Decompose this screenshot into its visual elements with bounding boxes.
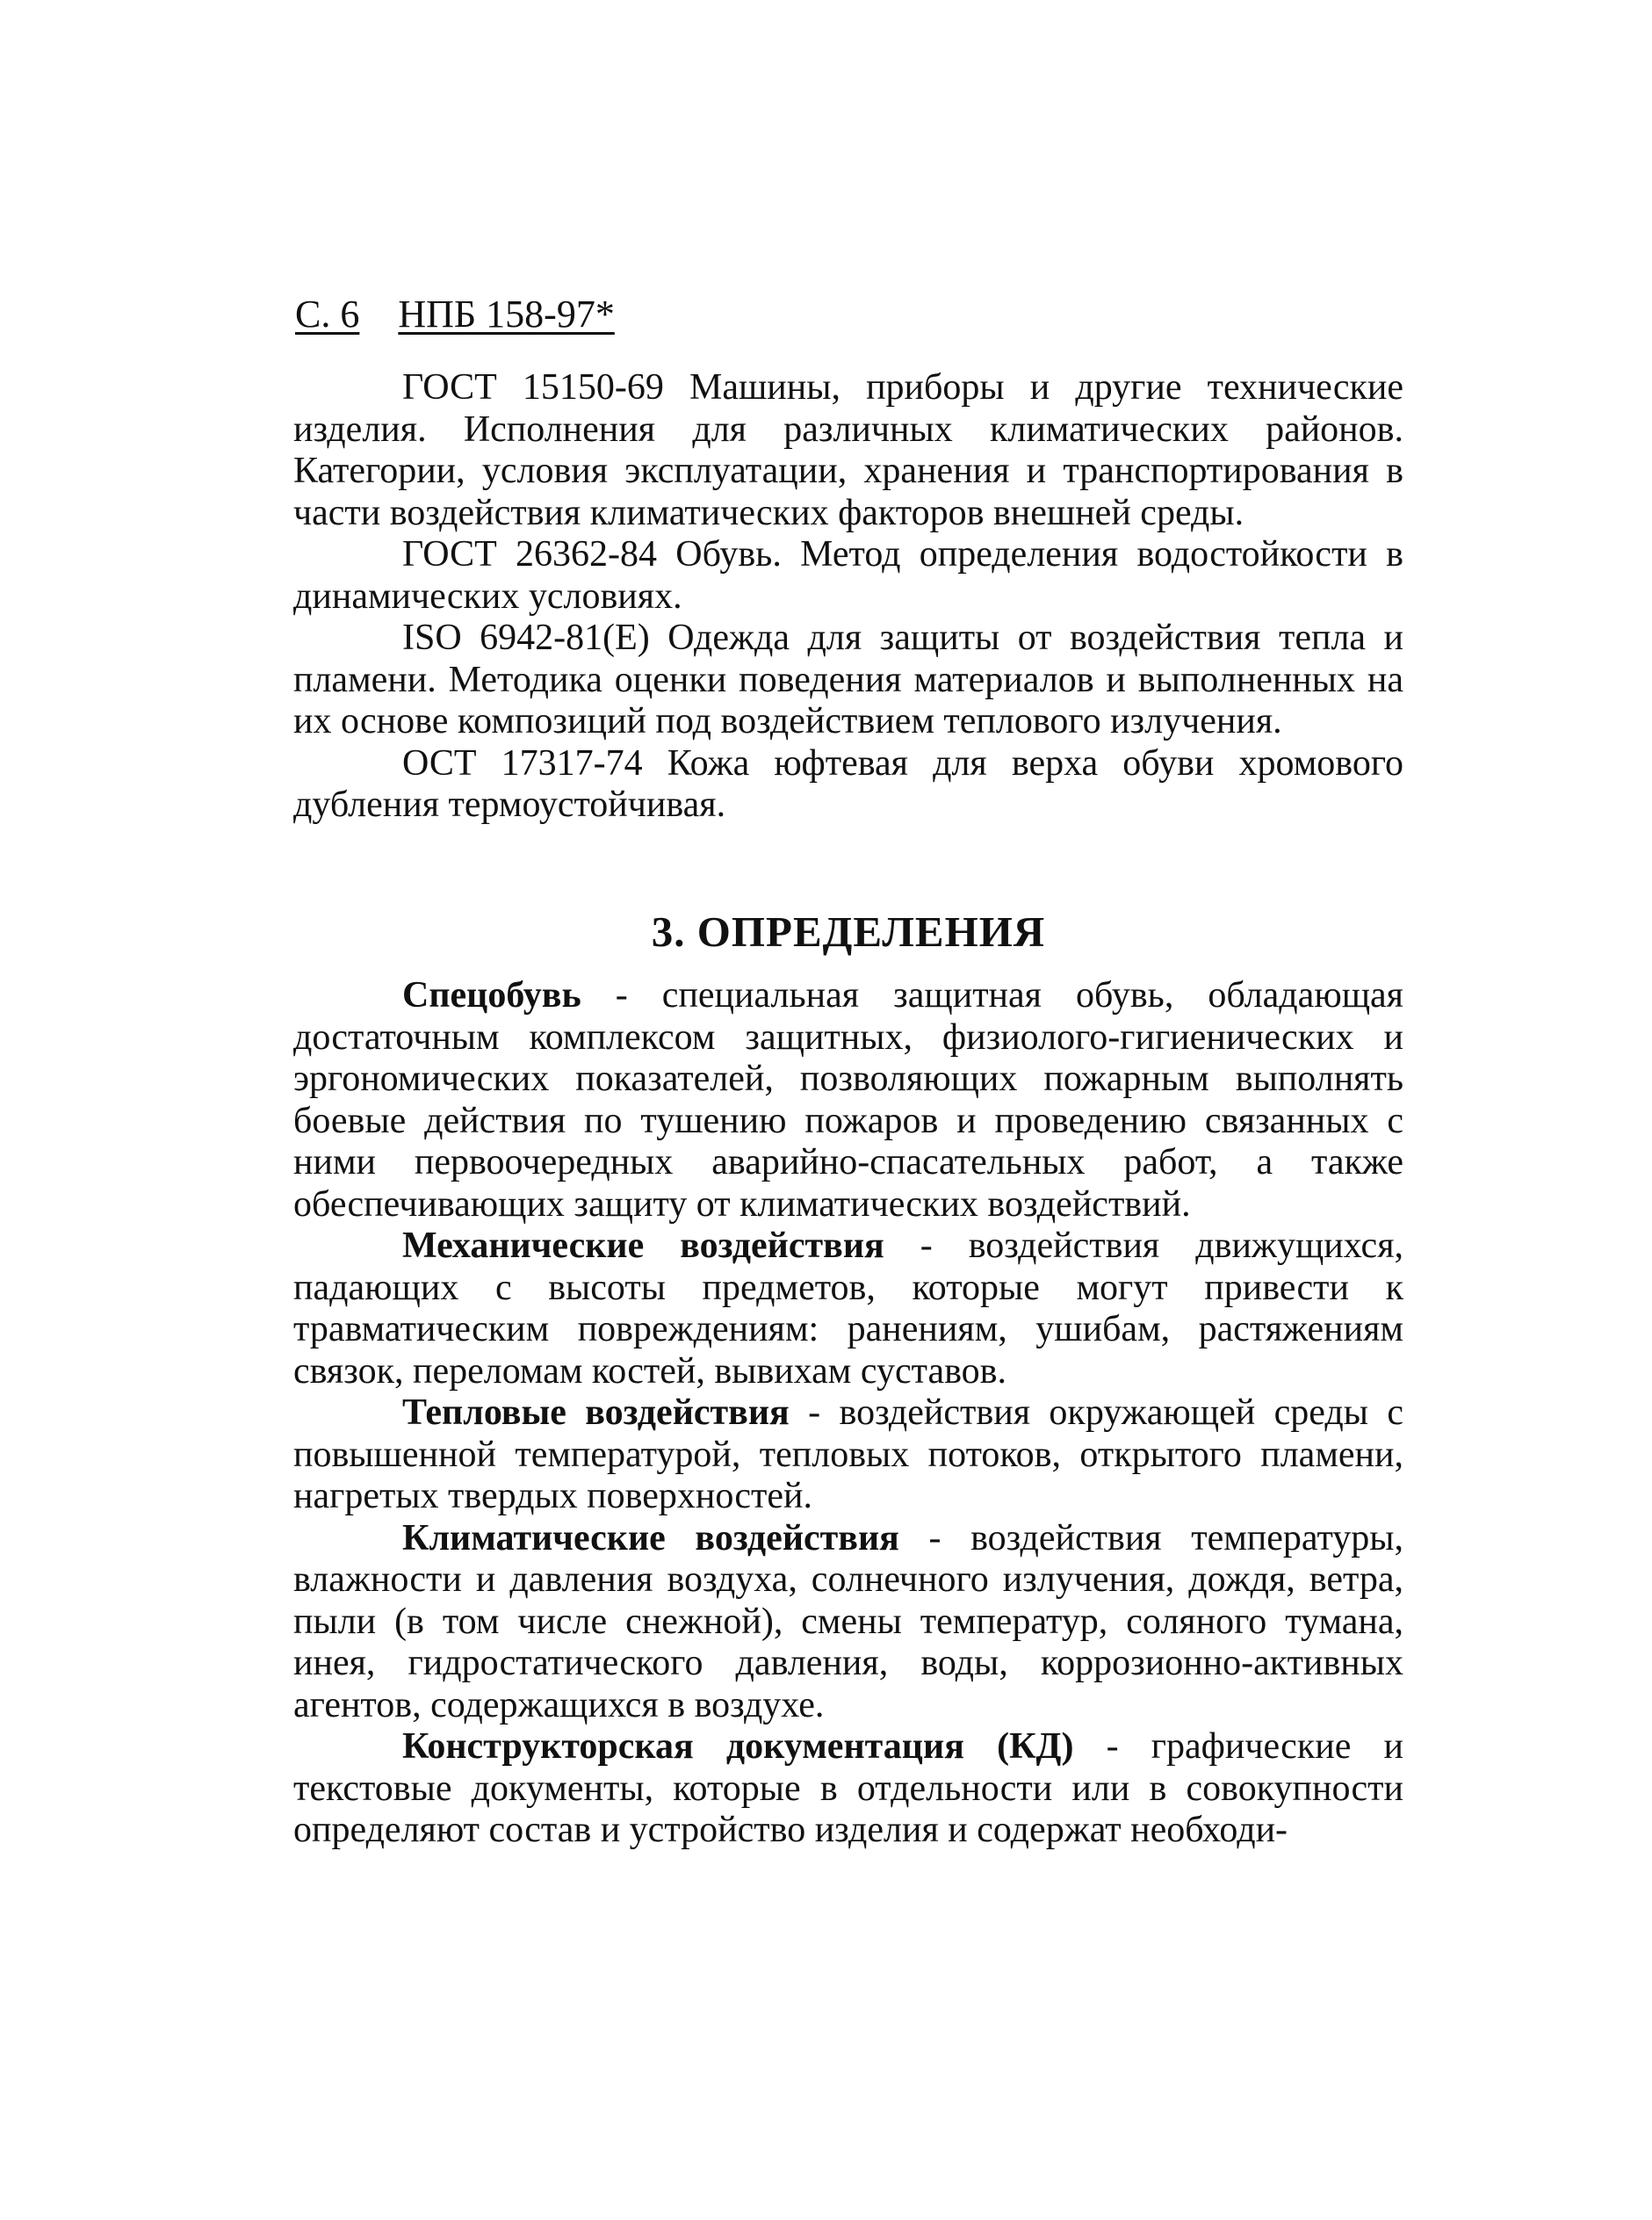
definition-text: - воздействия движущихся, падающих с высоты предметов, которые могут привести к травматическим повреждениям: ранениям, ушибам, растяжениям связок, переломам костей, вывихам суставов. [293,1226,1404,1392]
definition-paragraph [293,1392,1403,1518]
page-header [295,290,615,339]
definition-text: - воздействия окружающей среды с повышенной температурой, тепловых потоков, открытого пламени, нагретых твердых поверхностей. [293,1392,1403,1516]
page-number: С. 6 [295,293,360,336]
definition-paragraph [293,1226,1403,1392]
definition-term: Конструкторская документация (КД) [402,1726,1074,1767]
reference-paragraph: ГОСТ 26362-84 Обувь. Метод определения водостойкости в динамических условиях. [293,534,1403,617]
definition-paragraph [293,1726,1403,1852]
reference-paragraph: ОСТ 17317-74 Кожа юфтевая для верха обуви хромового дубления термоустойчивая. [293,742,1403,825]
references-list [293,367,1403,827]
definition-paragraph [293,1518,1403,1727]
definitions-list [293,975,1403,1852]
definition-text: - графические и текстовые документы, которые в отдельности или в совокупности определяют состав и устройство изделия и содержат необходи- [293,1726,1404,1850]
definition-term: Тепловые воздействия [402,1392,790,1433]
definition-term: Климатические воздействия [402,1517,899,1558]
reference-paragraph: ISO 6942-81(E) Одежда для защиты от воздействия тепла и пламени. Методика оценки поведения материалов и выполненных на их основе композиций под воздействием теплового излучения. [293,618,1403,741]
definition-text: - специальная защитная обувь, обладающая достаточным комплексом защитных, физиолого-гигиенических и эргономических показателей, позволяющих пожарным выполнять боевые действия по тушению пожаров и проведению связанных с ними первоочередных аварийно-спасательных работ, а также обеспечивающих защиту от климатических воздействий. [293,975,1403,1225]
definition-paragraph [293,975,1403,1226]
definition-term: Спецобувь [402,975,581,1016]
definition-text: - воздействия температуры, влажности и давления воздуха, солнечного излучения, дождя, ветра, пыли (в том числе снежной), смены температур, соляного тумана, инея, гидростатического давления, воды, коррозионно-активных агентов, содержащихся в воздухе. [293,1517,1403,1725]
section-title: 3. ОПРЕДЕЛЕНИЯ [651,908,1046,956]
reference-paragraph: ГОСТ 15150-69 Машины, приборы и другие технические изделия. Исполнения для различных климатических районов. Категории, условия эксплуатации, хранения и транспортирования в части воздействия климатических факторов внешней среды. [293,367,1403,533]
definition-term: Механические воздействия [402,1226,884,1266]
document-code: НПБ 158-97* [398,293,615,336]
